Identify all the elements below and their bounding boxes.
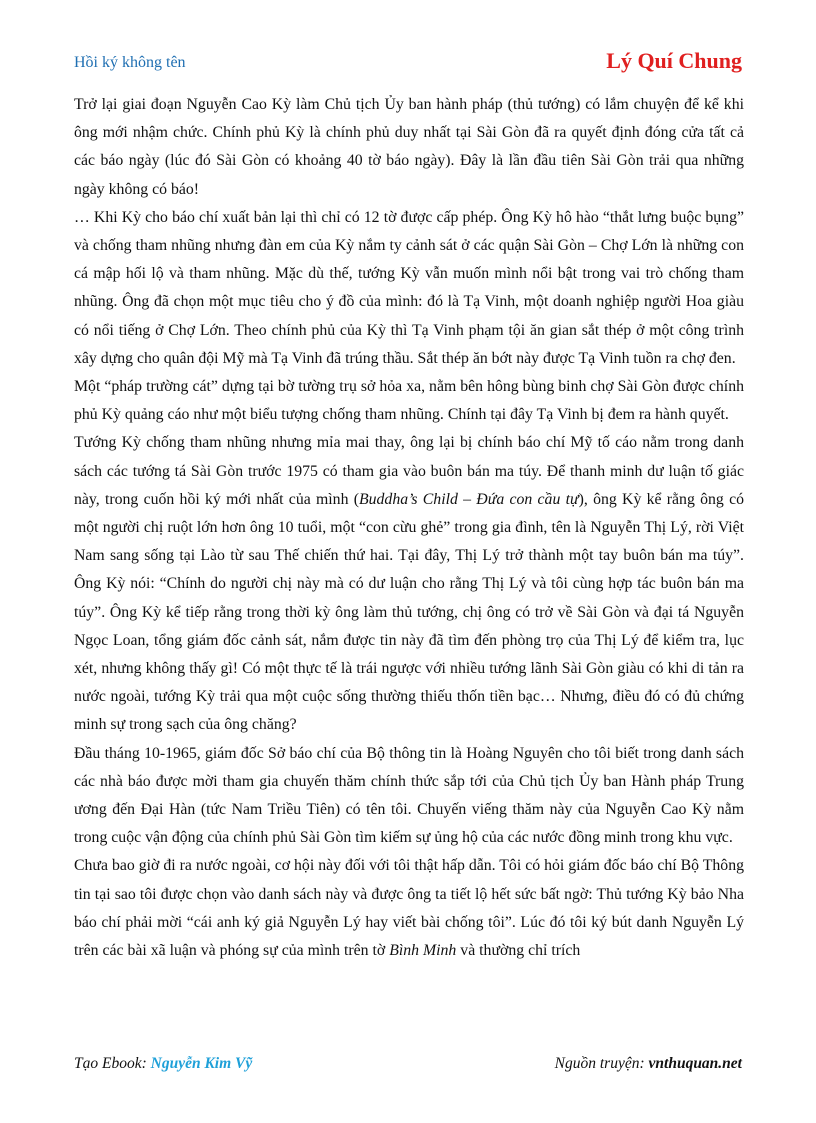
text-run: Trở lại giai đoạn Nguyễn Cao Kỳ làm Chủ tịch Ủy ban hành pháp (thủ tướng) có lắm chuyện để kể khi ông mới nhậm chức. Chính phủ Kỳ là chính phủ duy nhất tại Sài Gòn đã ra quyết định đóng cửa tất cả các báo ngày (lúc đó Sài Gòn có khoảng 40 tờ báo ngày). Đây là lần đầu tiên Sài Gòn trải qua những ngày không có báo!	[74, 96, 744, 198]
ebook-creator	[74, 1055, 252, 1073]
text-run: ), ông Kỳ kể rằng ông có một người chị ruột lớn hơn ông 10 tuổi, một “con cừu ghẻ” trong gia đình, tên là Nguyễn Thị Lý, rời Việt Nam sang sống tại Lào từ sau Thế chiến thứ hai. Tại đây, Thị Lý trở thành một tay buôn bán ma túy”. Ông Kỳ nói: “Chính do người chị này mà có dư luận cho rằng Thị Lý và tôi cùng hợp tác buôn bán ma túy”. Ông Kỳ kể tiếp rằng trong thời kỳ ông làm thủ tướng, chị ông có trở về Sài Gòn và đại tá Nguyễn Ngọc Loan, tổng giám đốc cảnh sát, nắm được tin này đã tìm đến phòng trọ của Thị Lý để kiểm tra, lục xét, nhưng không thấy gì! Có một thực tế là trái ngược với nhiều tướng lãnh Sài Gòn giàu có khi di tản ra nước ngoài, tướng Kỳ trải qua một cuộc sống thường thiếu thốn tiền bạc… Nhưng, điều đó có đủ chứng minh sự trong sạch của ông chăng?	[74, 490, 744, 734]
source-separator: :	[639, 1055, 649, 1072]
story-source	[555, 1055, 742, 1073]
text-run: Đầu tháng 10-1965, giám đốc Sở báo chí của Bộ thông tin là Hoàng Nguyên cho tôi biết trong danh sách các nhà báo được mời tham gia chuyến thăm chính thức sắp tới của Chủ tịch Ủy ban Hành pháp Trung ương đến Đại Hàn (tức Nam Triều Tiên) có tên tôi. Chuyến viếng thăm này của Nguyễn Cao Kỳ nằm trong cuộc vận động của chính phủ Sài Gòn tìm kiếm sự ủng hộ của các nước đồng minh trong khu vực.	[74, 744, 744, 847]
page-body	[74, 91, 744, 965]
page-footer	[74, 1055, 742, 1079]
text-run: … Khi Kỳ cho báo chí xuất bản lại thì chỉ có 12 tờ được cấp phép. Ông Kỳ hô hào “thắt lưng buộc bụng” và chống tham nhũng nhưng đàn em của Kỳ nắm ty cảnh sát ở các quận Sài Gòn – Chợ Lớn là những con cá mập hối lộ và tham nhũng. Mặc dù thế, tướng Kỳ vẫn muốn mình nổi bật trong vai trò chống tham nhũng. Ông đã chọn một mục tiêu cho ý đồ của mình: đó là Tạ Vinh, một doanh nghiệp người Hoa giàu có nổi tiếng ở Chợ Lớn. Theo chính phủ của Kỳ thì Tạ Vinh phạm tội ăn gian sắt thép ở một công trình xây dựng cho quân đội Mỹ mà Tạ Vinh đã trúng thầu. Sắt thép ăn bớt này được Tạ Vinh tuồn ra chợ đen.	[74, 208, 744, 367]
paragraph-1	[74, 91, 744, 204]
text-run: Tướng Kỳ chống tham nhũng nhưng mỉa mai thay, ông lại bị chính báo chí Mỹ tố cáo nằm trong danh sách các tướng tá Sài Gòn trước 1975 có tham gia vào buôn bán ma túy. Để thanh minh dư luận tố giác này, trong cuốn hồi ký mới nhất của mình (	[74, 434, 744, 508]
paragraph-6	[74, 852, 744, 965]
paragraph-5	[74, 740, 744, 853]
text-run: Chưa bao giờ đi ra nước ngoài, cơ hội này đối với tôi thật hấp dẫn. Tôi có hỏi giám đốc báo chí Bộ Thông tin tại sao tôi được chọn vào danh sách này và được ông ta tiết lộ hết sức bất ngờ: Thủ tướng Kỳ bảo Nha báo chí phải mời “cái anh ký giả Nguyễn Lý hay viết bài chống tôi”. Lúc đó tôi ký bút danh Nguyễn Lý trên các bài xã luận và phóng sự của mình trên tờ	[74, 857, 744, 960]
text-run: và thường chỉ trích	[456, 942, 581, 960]
source-label: Nguồn truyện	[554, 1055, 640, 1072]
creator-name: Nguyễn Kim Vỹ	[150, 1055, 253, 1072]
creator-label: Tạo Ebook	[74, 1055, 142, 1072]
paragraph-3	[74, 373, 744, 429]
source-site: vnthuquan.net	[648, 1055, 742, 1072]
creator-separator: :	[141, 1055, 151, 1072]
italic-text: Đứa con cầu tự	[476, 490, 579, 508]
book-title: Hồi ký không tên	[74, 54, 186, 71]
italic-text: Buddha’s Child	[358, 490, 458, 508]
page-header	[74, 46, 742, 78]
text-run: –	[457, 490, 477, 508]
text-run: Một “pháp trường cát” dựng tại bờ tường trụ sở hỏa xa, nằm bên hông bùng binh chợ Sài Gòn được chính phủ Kỳ quảng cáo như một biểu tượng chống tham nhũng. Chính tại đây Tạ Vinh bị đem ra hành quyết.	[74, 378, 744, 424]
italic-text: Bình Minh	[389, 942, 457, 960]
author-name: Lý Quí Chung	[606, 48, 742, 73]
paragraph-2	[74, 204, 744, 373]
paragraph-4	[74, 429, 744, 739]
